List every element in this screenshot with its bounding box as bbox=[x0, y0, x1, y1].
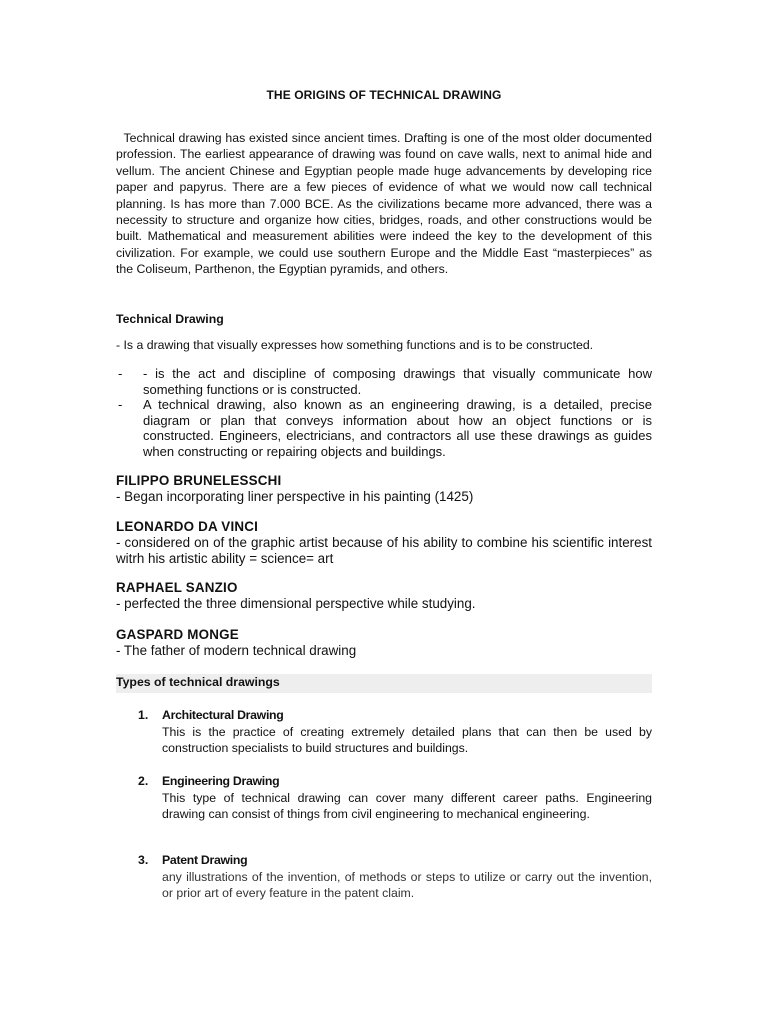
person-description: - considered on of the graphic artist because of his ability to combine his scientific interest witrh his artistic ability = science= art bbox=[116, 535, 652, 566]
types-heading: Types of technical drawings bbox=[116, 675, 280, 689]
person-name: GASPARD MONGE bbox=[116, 627, 239, 642]
technical-drawing-heading: Technical Drawing bbox=[116, 312, 224, 326]
document-title: THE ORIGINS OF TECHNICAL DRAWING bbox=[266, 88, 502, 102]
person-description: - The father of modern technical drawing bbox=[116, 643, 357, 658]
person-entry bbox=[116, 519, 652, 567]
type-list-item bbox=[138, 773, 652, 823]
person-name: FILIPPO BRUNELESSCHI bbox=[116, 473, 282, 488]
types-heading-bar bbox=[116, 674, 652, 693]
type-title: Engineering Drawing bbox=[162, 774, 280, 788]
person-name: LEONARDO DA VINCI bbox=[116, 519, 259, 534]
type-number: 2. bbox=[138, 774, 149, 788]
intro-paragraph bbox=[116, 130, 652, 278]
type-body: any illustrations of the invention, of methods or steps to utilize or carry out the invention, or prior art of every feature in the patent claim. bbox=[162, 869, 652, 901]
person-entry bbox=[116, 473, 652, 505]
type-title: Architectural Drawing bbox=[162, 708, 284, 722]
person-entry bbox=[116, 627, 652, 659]
person-description: - Began incorporating liner perspective in his painting (1425) bbox=[116, 489, 474, 504]
bullet-item bbox=[116, 366, 652, 397]
type-body: This is the practice of creating extremely detailed plans that can then be used by construction specialists to build structures and buildings. bbox=[162, 724, 652, 756]
bullet-text: A technical drawing, also known as an engineering drawing, is a detailed, precise diagram or plan that conveys information about how an object functions or is constructed. Engineers, electricians, and contractors all use these drawings as guides when constructing or repairing objects and buildings. bbox=[143, 397, 652, 459]
bullet-dash: - bbox=[118, 397, 123, 412]
person-description: - perfected the three dimensional perspective while studying. bbox=[116, 596, 476, 611]
type-list-item bbox=[138, 852, 652, 902]
technical-drawing-definition: - Is a drawing that visually expresses how something functions and is to be constructed. bbox=[116, 338, 594, 352]
person-name: RAPHAEL SANZIO bbox=[116, 580, 238, 595]
bullet-text: - is the act and discipline of composing drawings that visually communicate how something functions or is constructed. bbox=[143, 366, 652, 397]
type-list-item bbox=[138, 707, 652, 757]
person-entry bbox=[116, 580, 652, 612]
intro-text: Technical drawing has existed since ancient times. Drafting is one of the most older documented profession. The earliest appearance of drawing was found on cave walls, next to animal hide and vellum. The ancient Chinese and Egyptian people made huge advancements by developing rice paper and papyrus. There are a few pieces of evidence of what we would now call technical planning. Is has more than 7.000 BCE. As the civilizations became more advanced, there was a necessity to structure and organize how cities, bridges, roads, and other constructions would be built. Mathematical and measurement abilities were indeed the key to the development of this civilization. For example, we could use southern Europe and the Middle East “masterpieces” as the Coliseum, Parthenon, the Egyptian pyramids, and others. bbox=[116, 131, 652, 277]
type-number: 1. bbox=[138, 708, 149, 722]
bullet-dash: - bbox=[118, 366, 123, 381]
type-title: Patent Drawing bbox=[162, 853, 248, 867]
bullet-item bbox=[116, 397, 652, 459]
definition-bullet-list bbox=[116, 366, 652, 459]
type-number: 3. bbox=[138, 853, 149, 867]
type-body: This type of technical drawing can cover many different career paths. Engineering drawing can consist of things from civil engineering to mechanical engineering. bbox=[162, 790, 652, 822]
